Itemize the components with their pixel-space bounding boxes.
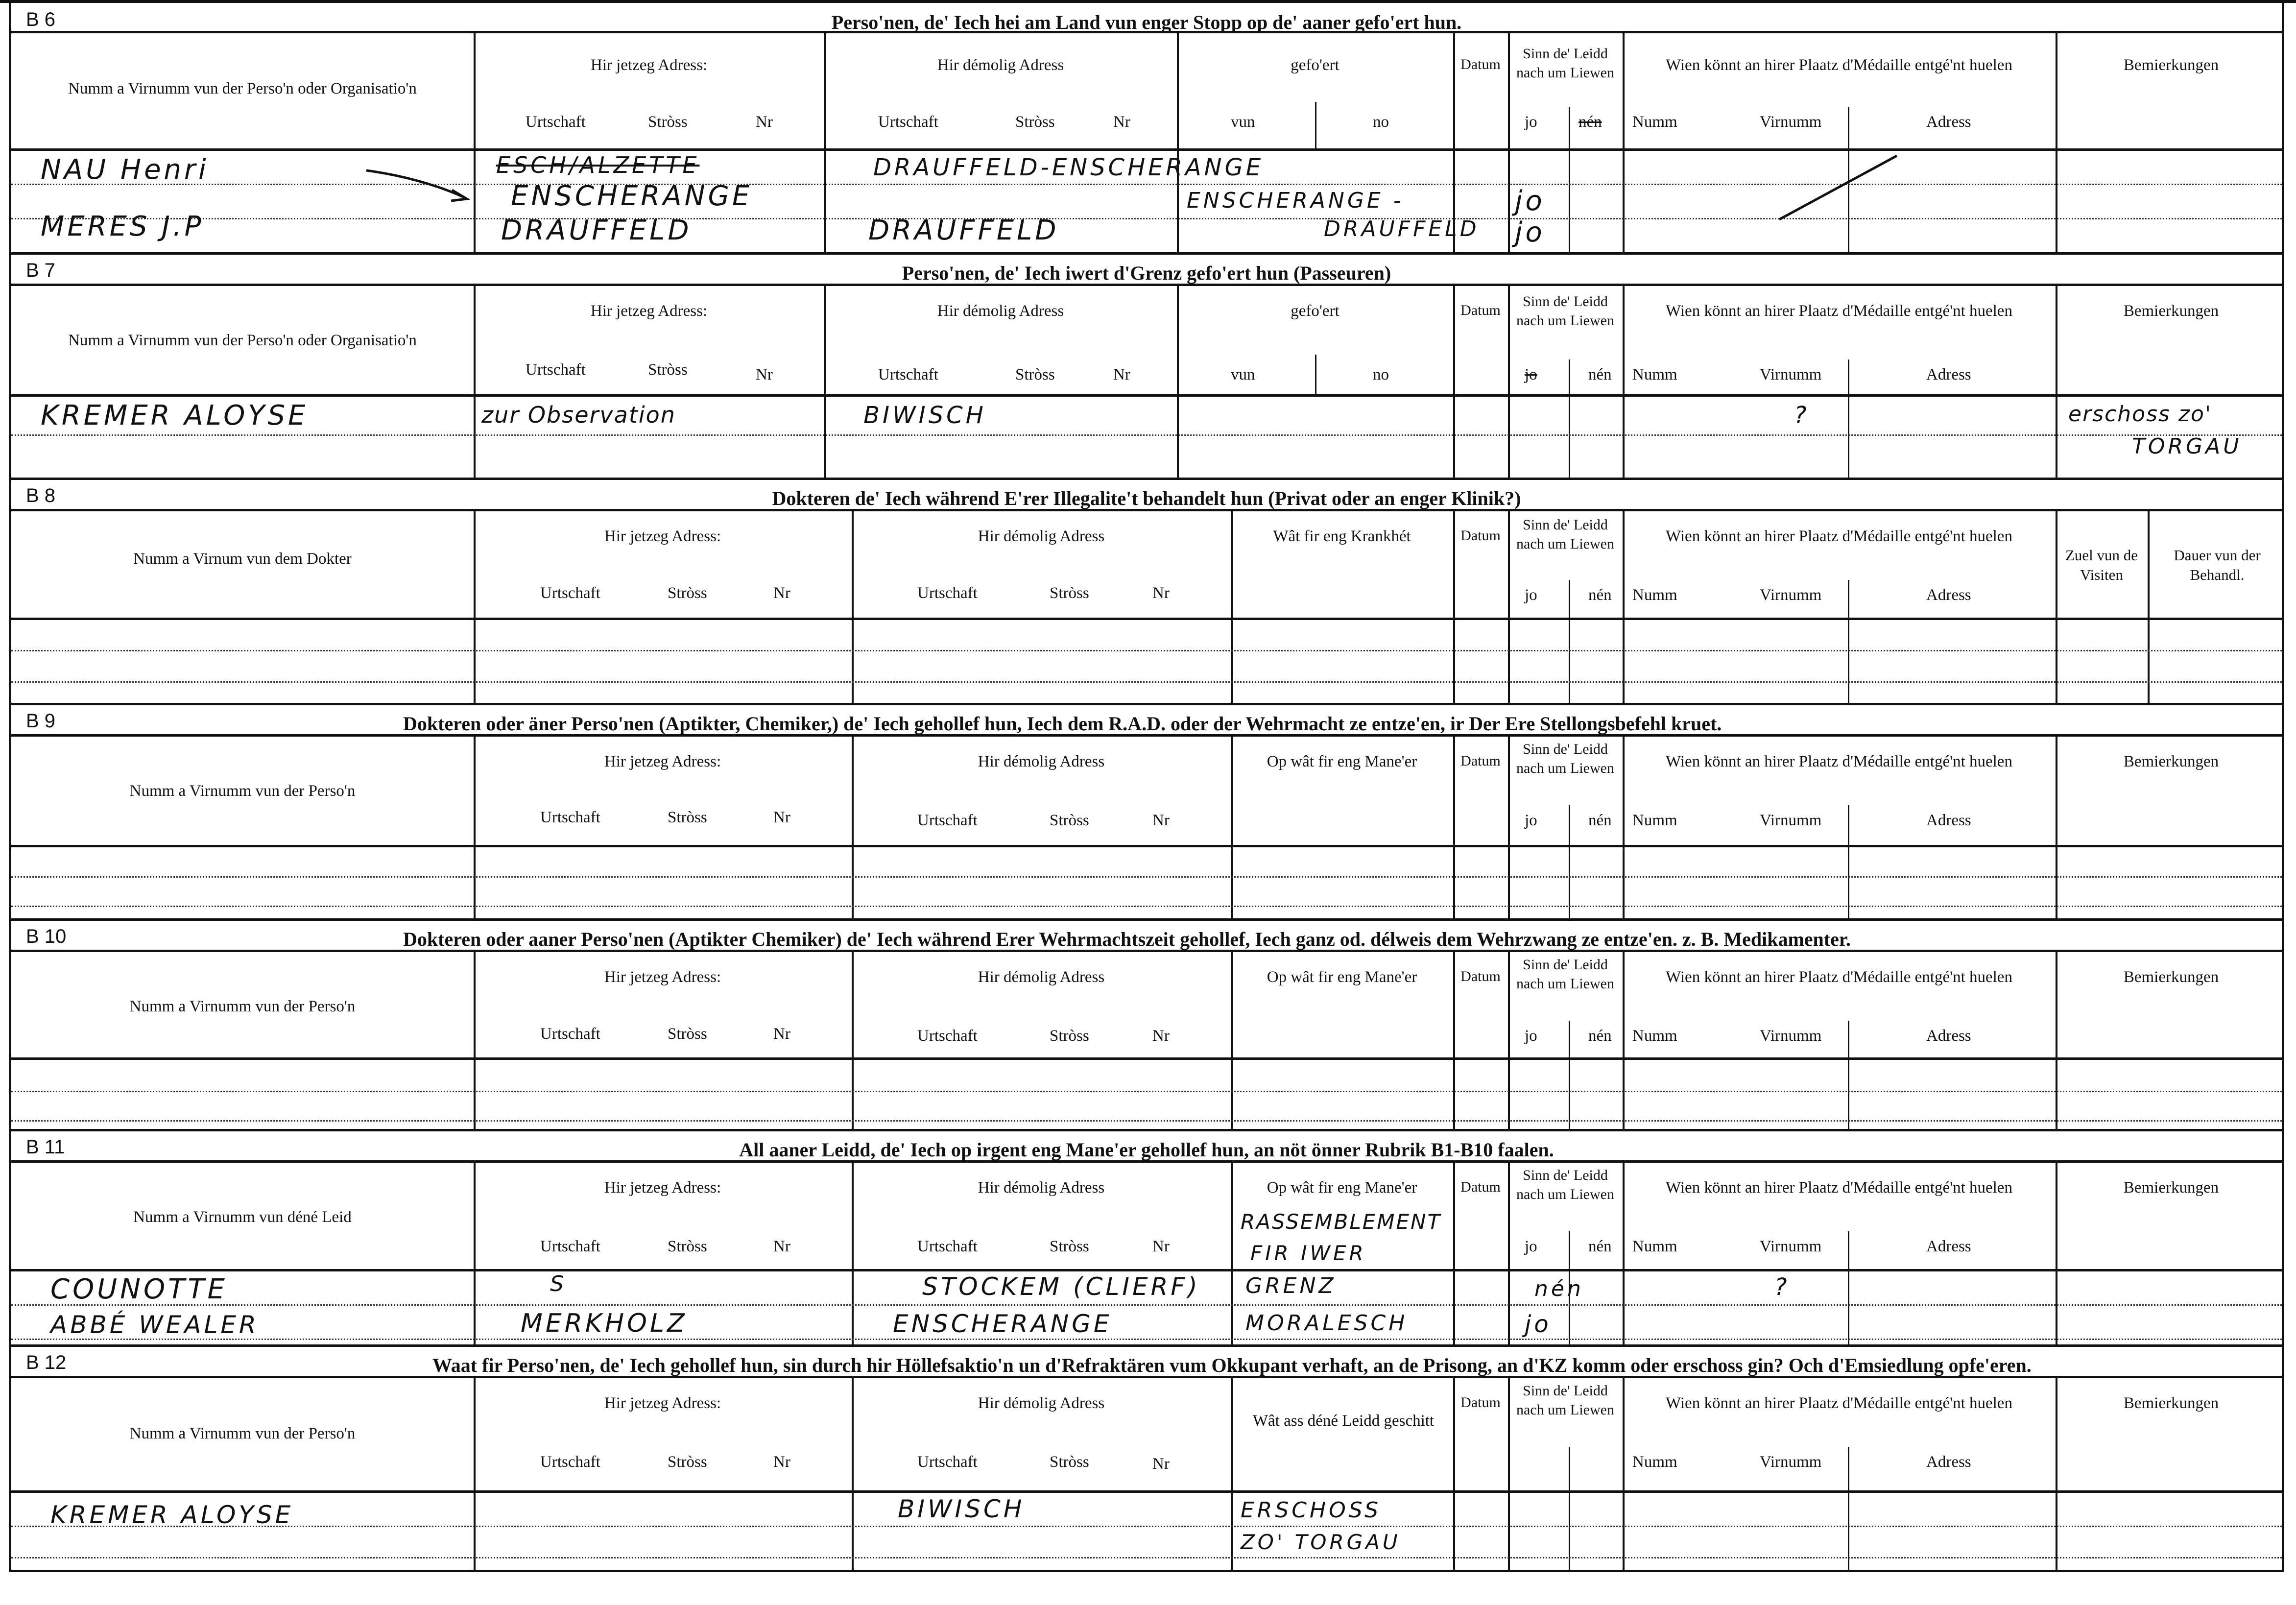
col-town: Urtschaft [540,809,600,826]
col-remarks: Bemierkungen [2123,968,2219,986]
section-code: B 6 [26,9,56,30]
col-surname: Numm [1632,113,1677,131]
section-b11 [11,1131,2282,1347]
col-nr: Nr [773,809,790,826]
col-current-address: Hir jetzeg Adress: [604,968,721,986]
col-illness: Wât fir eng Krankhét [1273,527,1411,545]
col-medal: Wien könnt an hirer Plaatz d'Médaille entgé'nt huelen [1666,968,2012,986]
b6-row1-former: DRAUFFELD-ENSCHERANGE [873,154,1264,181]
col-alive: Sinn de' Leidd nach um Liewen [1516,1383,1614,1418]
col-street: Stròss [648,361,688,379]
section-title: Perso'nen, de' Iech iwert d'Grenz gefo'ert hun (Passeuren) [902,262,1391,284]
col-date: Datum [1460,1394,1501,1411]
col-former-address: Hir démolig Adress [978,1179,1105,1197]
b11-row2-alive: jo [1525,1311,1552,1338]
col-remarks: Bemierkungen [2123,1394,2219,1412]
col-alive: Sinn de' Leidd nach um Liewen [1516,293,1614,329]
section-b9 [11,705,2282,921]
data-rows [11,397,2282,480]
col-town: Urtschaft [917,1453,978,1471]
col-surname: Numm [1632,1027,1677,1045]
arrow-icon [364,161,472,205]
section-b8 [11,480,2282,705]
col-street: Stròss [1015,366,1055,383]
col-surname: Numm [1632,586,1677,604]
data-rows [11,151,2282,255]
col-street: Stròss [1050,584,1089,602]
b12-row1-what-2: ZO' TORGAU [1241,1530,1401,1554]
col-alive: Sinn de' Leidd nach um Liewen [1516,957,1614,992]
col-nr: Nr [773,1025,790,1043]
col-no: nén [1588,1238,1612,1255]
col-address: Adress [1926,812,1971,829]
b11-manner-note-2: FIR IWER [1250,1241,1366,1265]
col-doctor-name: Numm a Virnum vun dem Dokter [133,550,352,568]
b11-row1-alive: nén [1534,1276,1584,1301]
col-street: Stròss [668,1453,707,1471]
data-rows [11,1060,2282,1131]
col-date: Datum [1460,56,1501,72]
col-no: nén [1578,113,1602,131]
col-manner: Op wât fir eng Mane'er [1267,753,1417,770]
col-firstname: Virnumm [1760,1238,1822,1255]
col-date: Datum [1460,753,1501,769]
col-town: Urtschaft [917,1027,978,1045]
column-headers [11,33,2282,151]
col-firstname: Virnumm [1760,586,1822,604]
col-alive: Sinn de' Leidd nach um Liewen [1516,741,1614,776]
form-sheet [9,0,2284,1572]
col-former-address: Hir démolig Adress [937,302,1064,320]
b6-row2-name: MERES J.P [41,211,204,242]
col-medal: Wien könnt an hirer Plaatz d'Médaille entgé'nt huelen [1666,527,2012,545]
b6-row1-name: NAU Henri [41,154,209,186]
col-medal: Wien könnt an hirer Plaatz d'Médaille entgé'nt huelen [1666,1394,2012,1412]
section-header [11,921,2282,952]
col-remarks: Bemierkungen [2123,56,2219,74]
section-header [11,4,2282,33]
col-firstname: Virnumm [1760,812,1822,829]
col-address: Adress [1926,113,1971,131]
col-nr: Nr [773,1238,790,1255]
section-header [11,1347,2282,1378]
col-remarks: Bemierkungen [2123,302,2219,320]
section-header [11,1131,2282,1163]
column-headers [11,1163,2282,1271]
col-town: Urtschaft [540,584,600,602]
col-town: Urtschaft [917,1238,978,1255]
section-header [11,255,2282,286]
b11-row2-manner: MORALESCH [1245,1311,1408,1336]
col-yes: jo [1525,113,1537,131]
col-address: Adress [1926,366,1971,383]
col-current-address: Hir jetzeg Adress: [590,302,708,320]
section-code: B 12 [26,1352,67,1373]
section-b12 [11,1347,2282,1572]
b11-row1-current: S [550,1271,567,1296]
b7-row1-current: zur Observation [481,402,676,428]
col-yes: jo [1525,1238,1537,1255]
col-to: no [1373,113,1389,131]
col-town: Urtschaft [540,1238,600,1255]
col-current-address: Hir jetzeg Adress: [604,1394,721,1412]
col-nr: Nr [1113,113,1130,131]
col-firstname: Virnumm [1760,1453,1822,1471]
section-title: All aaner Leidd, de' Iech op irgent eng Mane'er gehollef hun, an nöt önner Rubrik B1-B10 faalen. [739,1139,1554,1161]
column-headers [11,511,2282,620]
section-b6 [11,0,2282,255]
section-code: B 8 [26,485,56,506]
col-surname: Numm [1632,366,1677,383]
b7-row1-remark-1: erschoss zo' [2068,402,2212,427]
col-street: Stròss [668,809,707,826]
col-nr: Nr [1152,812,1170,829]
col-street: Stròss [1050,1238,1089,1255]
col-alive: Sinn de' Leidd nach um Liewen [1516,1167,1614,1202]
b11-row1-medal: ? [1774,1273,1790,1301]
col-date: Datum [1460,1179,1501,1195]
col-current-address: Hir jetzeg Adress: [604,527,721,545]
col-surname: Numm [1632,1238,1677,1255]
data-rows [11,1493,2282,1572]
b11-row2-name: ABBÉ WEALER [50,1311,259,1339]
col-former-address: Hir démolig Adress [937,56,1064,74]
col-street: Stròss [668,1238,707,1255]
col-what-happened: Wât ass déné Leidd geschitt [1252,1412,1435,1430]
col-surname: Numm [1632,812,1677,829]
col-nr: Nr [756,366,773,383]
col-firstname: Virnumm [1760,366,1822,383]
col-from: vun [1231,113,1255,131]
col-town: Urtschaft [540,1453,600,1471]
col-transported: gefo'ert [1291,302,1339,320]
b6-row2-to: DRAUFFELD [1324,216,1480,241]
col-former-address: Hir démolig Adress [978,1394,1105,1412]
col-no: nén [1588,586,1612,604]
strike-line [1774,151,1902,224]
col-nr: Nr [756,113,773,131]
b11-row2-former: ENSCHERANGE [893,1310,1112,1338]
b12-row1-former: BIWISCH [898,1495,1025,1523]
data-rows [11,847,2282,921]
col-name: Numm a Virnumm vun der Perso'n oder Organisatio'n [68,80,417,97]
b7-row1-former: BIWISCH [863,402,986,429]
col-nr: Nr [1152,584,1170,602]
col-nr: Nr [773,584,790,602]
b11-manner-note-1: RASSEMBLEMENT [1241,1210,1442,1234]
b11-row2-current: MERKHOLZ [521,1309,688,1338]
col-no: nén [1588,1027,1612,1045]
col-date: Datum [1460,968,1501,984]
col-alive: Sinn de' Leidd nach um Liewen [1516,46,1614,81]
col-manner: Op wât fir eng Mane'er [1267,968,1417,986]
b7-row1-medal: ? [1794,402,1810,429]
col-from: vun [1231,366,1255,383]
b6-row1-current-struck: ESCH/ALZETTE [496,152,700,178]
col-former-address: Hir démolig Adress [978,527,1105,545]
col-alive: Sinn de' Leidd nach um Liewen [1516,517,1614,552]
col-name: Numm a Virnumm vun der Perso'n oder Organisatio'n [68,332,417,349]
col-street: Stròss [1050,1453,1089,1471]
col-street: Stròss [648,113,688,131]
data-rows [11,1271,2282,1347]
b6-row2-former: DRAUFFELD [868,215,1059,246]
col-street: Stròss [668,584,707,602]
col-nr: Nr [1113,366,1130,383]
col-street: Stròss [1015,113,1055,131]
b11-row1-manner: GRENZ [1245,1273,1337,1298]
col-treatment-duration: Dauer vun der Behandl. [2174,547,2261,584]
col-former-address: Hir démolig Adress [978,968,1105,986]
col-medal: Wien könnt an hirer Plaatz d'Médaille entgé'nt huelen [1666,1179,2012,1197]
col-yes: jo [1525,366,1537,383]
col-town: Urtschaft [917,812,978,829]
column-headers [11,952,2282,1060]
section-title: Dokteren oder äner Perso'nen (Aptikter, Chemiker,) de' Iech gehollef hun, Iech dem R.A.D. oder der Wehrmacht ze entze'en, ir Der Ere Stellongsbefehl kruet. [403,713,1722,735]
section-code: B 9 [26,710,56,732]
col-to: no [1373,366,1389,383]
col-town: Urtschaft [526,113,586,131]
col-former-address: Hir démolig Adress [978,753,1105,770]
col-name: Numm a Virnumm vun der Perso'n [129,782,356,800]
col-town: Urtschaft [540,1025,600,1043]
section-title: Dokteren oder aaner Perso'nen (Aptikter Chemiker) de' Iech während Erer Wehrmachtszeit gehollef, Iech ganz od. délweis dem Wehrzwang ze entze'en. z. B. Medikamenter. [403,928,1851,950]
col-date: Datum [1460,527,1501,544]
section-code: B 10 [26,926,67,947]
section-title: Waat fir Perso'nen, de' Iech gehollef hun, sin durch hir Höllefsaktio'n un d'Refraktären vum Okkupant verhaft, an de Prisong, an d'KZ komm oder erschoss gin? Och d'Emsiedlung opfe'eren. [432,1354,2032,1376]
col-date: Datum [1460,302,1501,318]
col-remarks: Bemierkungen [2123,1179,2219,1197]
b6-row1-from: ENSCHERANGE - [1187,188,1404,213]
col-town: Urtschaft [878,113,938,131]
col-nr: Nr [773,1453,790,1471]
col-town: Urtschaft [917,584,978,602]
b6-row2-alive: jo [1515,216,1545,248]
col-current-address: Hir jetzeg Adress: [604,1179,721,1197]
col-no: nén [1588,812,1612,829]
column-headers [11,286,2282,397]
b11-row1-name: COUNOTTE [50,1273,228,1305]
b7-row1-remark-2: TORGAU [2132,434,2242,459]
col-yes: jo [1525,1027,1537,1045]
column-headers [11,737,2282,847]
col-remarks: Bemierkungen [2123,753,2219,770]
section-code: B 11 [26,1136,65,1158]
b6-row2-current: DRAUFFELD [501,215,692,246]
col-address: Adress [1926,1453,1971,1471]
col-visit-count: Zuel vun de Visiten [2065,547,2138,584]
section-b7 [11,255,2282,480]
col-street: Stròss [1050,1027,1089,1045]
col-name: Numm a Virnumm vun déné Leid [133,1208,352,1226]
col-street: Stròss [668,1025,707,1043]
b7-row1-name: KREMER ALOYSE [41,400,309,431]
section-header [11,705,2282,737]
col-address: Adress [1926,586,1971,604]
b11-row1-former: STOCKEM (CLIERF) [922,1272,1200,1301]
col-firstname: Virnumm [1760,1027,1822,1045]
col-medal: Wien könnt an hirer Plaatz d'Médaille entgé'nt huelen [1666,753,2012,770]
b12-row1-name: KREMER ALOYSE [50,1501,294,1529]
section-title: Perso'nen, de' Iech hei am Land vun enger Stopp op de' aaner gefo'ert hun. [831,11,1462,33]
column-headers [11,1378,2282,1493]
col-yes: jo [1525,812,1537,829]
col-manner: Op wât fir eng Mane'er [1267,1179,1417,1197]
col-address: Adress [1926,1238,1971,1255]
col-firstname: Virnumm [1760,113,1822,131]
col-medal: Wien könnt an hirer Plaatz d'Médaille entgé'nt huelen [1666,56,2012,74]
col-name: Numm a Virnumm vun der Perso'n [129,998,356,1015]
col-nr: Nr [1152,1455,1170,1473]
b12-row1-what-1: ERSCHOSS [1241,1498,1382,1523]
col-current-address: Hir jetzeg Adress: [604,753,721,770]
col-street: Stròss [1050,812,1089,829]
b6-row1-alive: jo [1515,185,1545,217]
col-yes: jo [1525,586,1537,604]
col-no: nén [1588,366,1612,383]
section-title: Dokteren de' Iech während E'rer Illegalite't behandelt hun (Privat oder an enger Klinik?) [772,487,1521,509]
section-code: B 7 [26,260,56,281]
col-nr: Nr [1152,1027,1170,1045]
col-nr: Nr [1152,1238,1170,1255]
col-transported: gefo'ert [1291,56,1339,74]
section-b10 [11,921,2282,1131]
b6-row1-current: ENSCHERANGE [511,180,753,212]
col-current-address: Hir jetzeg Adress: [590,56,708,74]
col-name: Numm a Virnumm vun der Perso'n [129,1425,356,1442]
data-rows [11,620,2282,705]
col-address: Adress [1926,1027,1971,1045]
col-surname: Numm [1632,1453,1677,1471]
col-town: Urtschaft [526,361,586,379]
col-town: Urtschaft [878,366,938,383]
section-header [11,480,2282,511]
col-medal: Wien könnt an hirer Plaatz d'Médaille entgé'nt huelen [1666,302,2012,320]
